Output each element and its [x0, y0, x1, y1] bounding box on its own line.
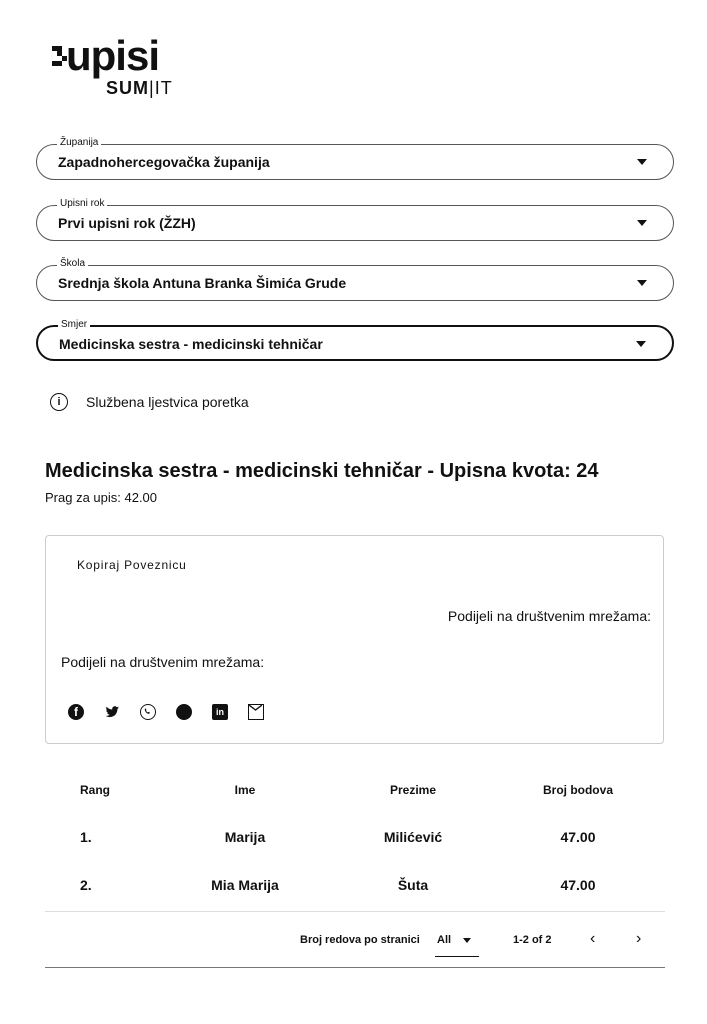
logo-subtitle: SUM|IT [106, 78, 173, 98]
email-icon[interactable] [248, 704, 264, 720]
county-label: Županija [57, 136, 101, 150]
chevron-left-icon[interactable]: ‹ [590, 930, 596, 947]
chevron-right-icon[interactable]: › [636, 930, 642, 947]
program-title: Medicinska sestra - medicinski tehničar - Upisna kvota: 24 [45, 460, 599, 482]
rows-per-page-select[interactable] [435, 930, 479, 957]
points-cell: 47.00 [560, 829, 596, 845]
official-ranking-text: Službena ljestvica poretka [86, 394, 249, 410]
last-name-cell: Šuta [397, 877, 429, 893]
enrollment-period-value: Prvi upisni rok (ŽZH) [58, 215, 196, 231]
col-last-name-header[interactable]: Prezime [389, 783, 437, 797]
ranking-table-header [45, 783, 665, 805]
first-name-cell: Marija [224, 829, 266, 845]
table-row [45, 829, 665, 851]
chevron-down-icon [637, 280, 647, 286]
col-first-name-header[interactable]: Ime [234, 783, 256, 797]
share-card [45, 535, 664, 744]
chevron-down-icon [637, 159, 647, 165]
rank-cell: 2. [80, 877, 92, 893]
col-rank-header[interactable]: Rang [80, 783, 110, 797]
copy-link-button[interactable]: Kopiraj Poveznicu [77, 558, 187, 572]
last-name-cell: Milićević [383, 829, 443, 845]
twitter-icon[interactable] [104, 704, 120, 720]
admission-threshold: Prag za upis: 42.00 [45, 490, 158, 505]
facebook-icon[interactable]: f [68, 704, 84, 720]
rank-cell: 1. [80, 829, 92, 845]
enrollment-period-select[interactable] [36, 198, 674, 241]
program-value: Medicinska sestra - medicinski tehničar [59, 336, 323, 352]
school-value: Srednja škola Antuna Branka Šimića Grude [58, 275, 347, 291]
rows-per-page-value: All [437, 934, 452, 946]
table-divider [45, 911, 665, 912]
table-pagination [45, 930, 665, 954]
linkedin-icon[interactable]: in [212, 704, 228, 720]
first-name-cell: Mia Marija [211, 877, 279, 893]
county-select[interactable] [36, 137, 674, 180]
chevron-down-icon [637, 220, 647, 226]
table-row [45, 877, 665, 899]
school-label: Škola [57, 257, 88, 271]
bottom-divider [45, 967, 665, 968]
viber-icon[interactable] [176, 704, 192, 720]
enrollment-period-label: Upisni rok [57, 197, 107, 211]
rows-per-page-label: Broj redova po stranici [300, 934, 420, 946]
col-points-header[interactable]: Broj bodova [542, 783, 613, 797]
share-label-left: Podijeli na društvenim mrežama: [61, 654, 265, 670]
county-value: Zapadnohercegovačka županija [58, 154, 270, 170]
page-range: 1-2 of 2 [513, 934, 552, 946]
chevron-down-icon [636, 341, 646, 347]
share-label-right: Podijeli na društvenim mrežama: [447, 608, 651, 624]
program-label: Smjer [58, 318, 90, 332]
chevron-down-icon [463, 938, 471, 943]
whatsapp-icon[interactable] [140, 704, 156, 720]
upisi-sumit-logo[interactable] [52, 32, 192, 100]
points-cell: 47.00 [560, 877, 596, 893]
info-icon: i [50, 393, 68, 411]
logo-wordmark: upisi [66, 32, 160, 79]
program-select[interactable] [36, 319, 674, 361]
school-select[interactable] [36, 258, 674, 301]
